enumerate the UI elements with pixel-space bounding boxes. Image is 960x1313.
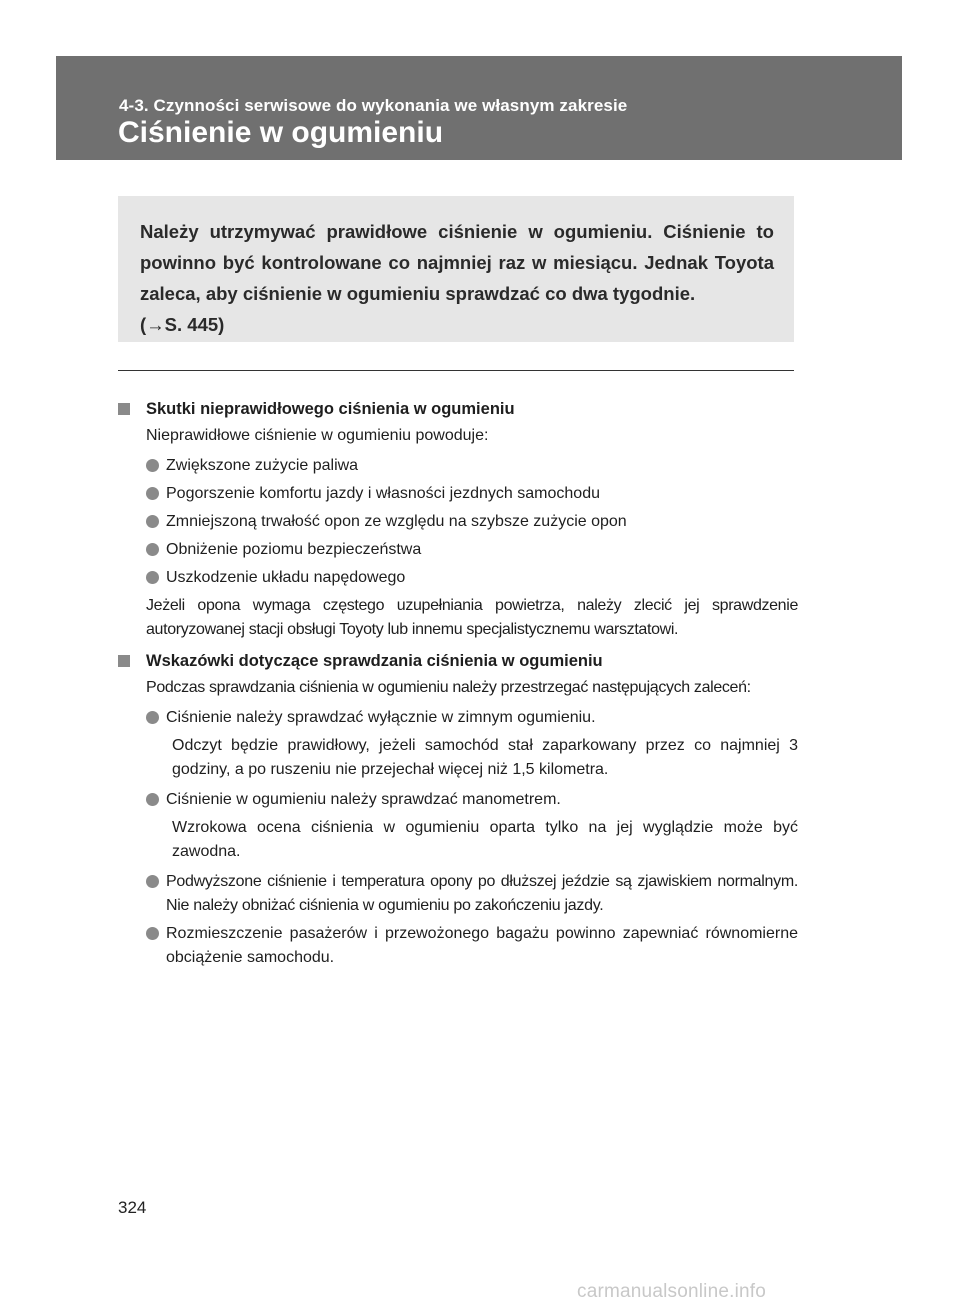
bullet-dot-icon xyxy=(146,571,159,584)
list-item xyxy=(146,922,798,970)
section-label: 4-3. Czynności serwisowe do wykonania we własnym zakresie xyxy=(119,96,628,115)
list-item-text: Uszkodzenie układu napędowego xyxy=(166,569,406,586)
list-item-text: Zmniejszoną trwałość opon ze względu na szybsze zużycie opon xyxy=(166,513,627,530)
bullet-dot-icon xyxy=(146,793,159,806)
intro-body: Należy utrzymywać prawidłowe ciśnienie w ogumieniu. Ciśnienie to powinno być kontrolowane co najmniej raz w miesiącu. Jednak Toyota zaleca, aby ciśnienie w ogumieniu sprawdzać co dwa tygodnie. xyxy=(140,221,774,304)
section-heading-text: Skutki nieprawidłowego ciśnienia w ogumieniu xyxy=(146,400,515,418)
list-item-detail: Wzrokowa ocena ciśnienia w ogumieniu oparta tylko na jej wyglądzie może być zawodna. xyxy=(172,819,798,860)
list-item xyxy=(146,566,798,590)
page-title: Ciśnienie w ogumieniu xyxy=(118,116,444,149)
bullet-dot-icon xyxy=(146,487,159,500)
list-item xyxy=(146,454,798,478)
list-item-text: Ciśnienie w ogumieniu należy sprawdzać manometrem. xyxy=(166,791,561,808)
list-item-text: Podwyższone ciśnienie i temperatura opony po dłuższej jeździe są zjawiskiem normalnym. Nie należy obniżać ciśnienia w ogumieniu po zakończeniu jazdy. xyxy=(166,873,798,914)
section-heading xyxy=(118,396,798,422)
divider xyxy=(118,370,794,371)
list-item-text: Obniżenie poziomu bezpieczeństwa xyxy=(166,541,422,558)
bullet-dot-icon xyxy=(146,459,159,472)
list-item-text: Pogorszenie komfortu jazdy i własności jezdnych samochodu xyxy=(166,485,600,502)
list-item xyxy=(146,510,798,534)
square-bullet-icon xyxy=(118,655,130,667)
list-item xyxy=(146,538,798,562)
bullet-dot-icon xyxy=(146,927,159,940)
list-item xyxy=(146,788,798,812)
bullet-dot-icon xyxy=(146,543,159,556)
intro-page-ref[interactable]: (→S. 445) xyxy=(140,314,225,335)
list-item-text: Zwiększone zużycie paliwa xyxy=(166,457,359,474)
list-item-text: Rozmieszczenie pasażerów i przewożonego bagażu powinno zapewniać równomierne obciążenie samochodu. xyxy=(166,925,798,966)
content xyxy=(118,390,798,974)
section-lead: Nieprawidłowe ciśnienie w ogumieniu powoduje: xyxy=(146,427,489,444)
page-number: 324 xyxy=(118,1198,147,1217)
list-item xyxy=(146,706,798,730)
section-note: Jeżeli opona wymaga częstego uzupełniania powietrza, należy zlecić jej sprawdzenie autoryzowanej stacji obsługi Toyoty lub innemu specjalistycznemu warsztatowi. xyxy=(146,597,798,638)
square-bullet-icon xyxy=(118,403,130,415)
bullet-dot-icon xyxy=(146,515,159,528)
watermark: carmanualsonline.info xyxy=(577,1281,767,1302)
list-item-detail: Odczyt będzie prawidłowy, jeżeli samochód stał zaparkowany przez co najmniej 3 godziny, a po ruszeniu nie przejechał więcej niż 1,5 kilometra. xyxy=(172,737,798,778)
list-item xyxy=(146,482,798,506)
bullet-dot-icon xyxy=(146,711,159,724)
section-lead: Podczas sprawdzania ciśnienia w ogumieniu należy przestrzegać następujących zaleceń: xyxy=(146,679,751,696)
list-item xyxy=(146,870,798,918)
intro-text xyxy=(140,216,774,340)
intro-box xyxy=(118,196,794,342)
section-heading-text: Wskazówki dotyczące sprawdzania ciśnienia w ogumieniu xyxy=(146,652,603,670)
chapter-header xyxy=(56,56,902,160)
list-item-text: Ciśnienie należy sprawdzać wyłącznie w zimnym ogumieniu. xyxy=(166,709,596,726)
section-heading xyxy=(118,648,798,674)
bullet-dot-icon xyxy=(146,875,159,888)
